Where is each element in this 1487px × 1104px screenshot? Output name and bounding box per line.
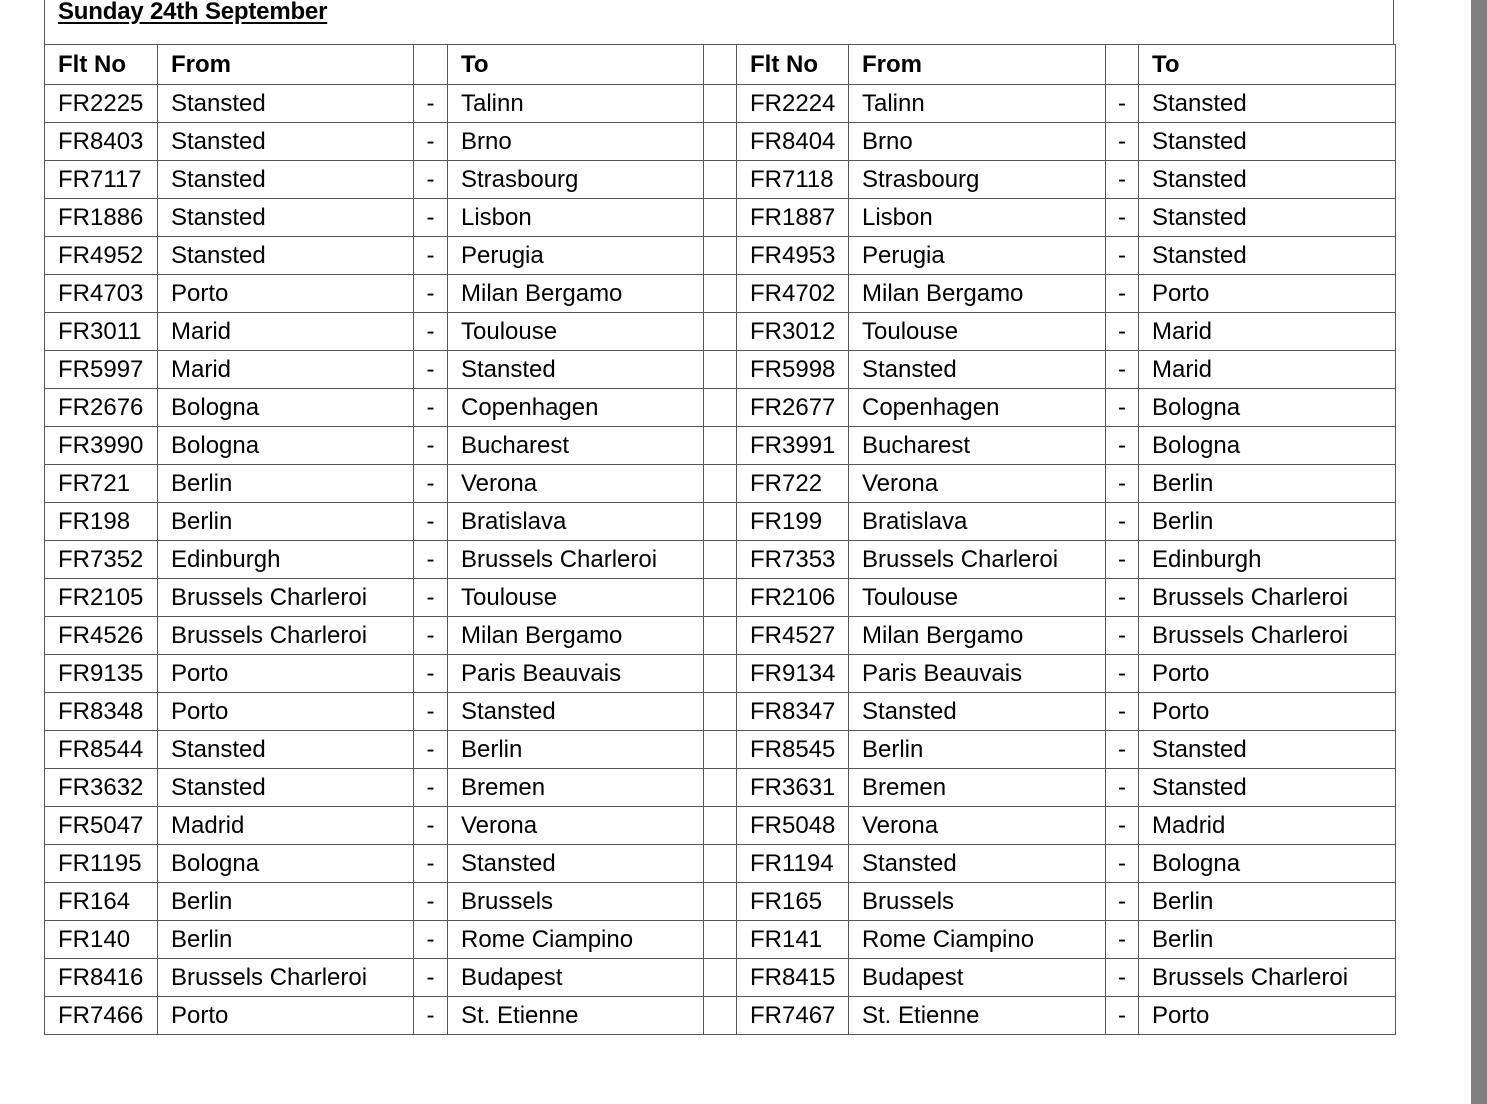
- from-outbound: Porto: [158, 997, 414, 1035]
- flight-number-return: FR199: [737, 503, 849, 541]
- table-row: [45, 845, 1396, 883]
- flight-number-return: FR4702: [737, 275, 849, 313]
- to-outbound: Talinn: [448, 85, 704, 123]
- from-return: Stansted: [849, 351, 1106, 389]
- spacer: [704, 465, 737, 503]
- table-row: [45, 693, 1396, 731]
- separator-return: -: [1106, 465, 1139, 503]
- separator-outbound: -: [414, 275, 448, 313]
- to-outbound: Stansted: [448, 351, 704, 389]
- from-outbound: Edinburgh: [158, 541, 414, 579]
- table-row: [45, 655, 1396, 693]
- spacer: [704, 389, 737, 427]
- to-return: Porto: [1139, 693, 1396, 731]
- from-outbound: Marid: [158, 351, 414, 389]
- table-row: [45, 769, 1396, 807]
- to-outbound: Milan Bergamo: [448, 275, 704, 313]
- flight-schedule-table: [44, 44, 1396, 1035]
- to-outbound: Lisbon: [448, 199, 704, 237]
- to-outbound: Toulouse: [448, 579, 704, 617]
- separator-outbound: -: [414, 883, 448, 921]
- separator-outbound: -: [414, 427, 448, 465]
- table-row: [45, 807, 1396, 845]
- table-row: [45, 465, 1396, 503]
- table-row: [45, 959, 1396, 997]
- flight-number-return: FR3631: [737, 769, 849, 807]
- to-return: Porto: [1139, 275, 1396, 313]
- to-outbound: Toulouse: [448, 313, 704, 351]
- spacer: [704, 427, 737, 465]
- from-return: Talinn: [849, 85, 1106, 123]
- separator-return: -: [1106, 731, 1139, 769]
- from-return: Bucharest: [849, 427, 1106, 465]
- from-return: Milan Bergamo: [849, 275, 1106, 313]
- to-outbound: Milan Bergamo: [448, 617, 704, 655]
- to-outbound: Verona: [448, 465, 704, 503]
- flight-number-outbound: FR8348: [45, 693, 158, 731]
- flight-number-outbound: FR8416: [45, 959, 158, 997]
- flight-number-return: FR5048: [737, 807, 849, 845]
- to-outbound: St. Etienne: [448, 997, 704, 1035]
- separator-outbound: -: [414, 731, 448, 769]
- separator-outbound: -: [414, 199, 448, 237]
- separator-outbound: -: [414, 921, 448, 959]
- spacer: [704, 85, 737, 123]
- separator-outbound: -: [414, 655, 448, 693]
- header-separator-outbound: [414, 45, 448, 85]
- spacer: [704, 199, 737, 237]
- table-row: [45, 731, 1396, 769]
- spacer: [704, 313, 737, 351]
- separator-outbound: -: [414, 161, 448, 199]
- to-outbound: Bratislava: [448, 503, 704, 541]
- spacer: [704, 655, 737, 693]
- flight-number-return: FR4953: [737, 237, 849, 275]
- to-return: Porto: [1139, 997, 1396, 1035]
- separator-return: -: [1106, 959, 1139, 997]
- from-outbound: Stansted: [158, 769, 414, 807]
- flight-number-outbound: FR4952: [45, 237, 158, 275]
- flight-number-outbound: FR8544: [45, 731, 158, 769]
- spacer: [704, 237, 737, 275]
- separator-outbound: -: [414, 351, 448, 389]
- header-flt-no-return: Flt No: [737, 45, 849, 85]
- separator-return: -: [1106, 655, 1139, 693]
- separator-return: -: [1106, 693, 1139, 731]
- to-outbound: Brussels: [448, 883, 704, 921]
- page-title: Sunday 24th September: [58, 0, 328, 25]
- from-outbound: Stansted: [158, 123, 414, 161]
- flight-number-return: FR2677: [737, 389, 849, 427]
- flight-number-return: FR141: [737, 921, 849, 959]
- flight-number-outbound: FR5047: [45, 807, 158, 845]
- to-return: Berlin: [1139, 921, 1396, 959]
- to-return: Stansted: [1139, 85, 1396, 123]
- to-return: Stansted: [1139, 731, 1396, 769]
- spacer: [704, 123, 737, 161]
- separator-return: -: [1106, 85, 1139, 123]
- from-return: Milan Bergamo: [849, 617, 1106, 655]
- from-outbound: Stansted: [158, 237, 414, 275]
- separator-outbound: -: [414, 313, 448, 351]
- from-outbound: Bologna: [158, 845, 414, 883]
- from-outbound: Stansted: [158, 85, 414, 123]
- from-return: Bratislava: [849, 503, 1106, 541]
- to-return: Berlin: [1139, 465, 1396, 503]
- separator-return: -: [1106, 389, 1139, 427]
- from-return: Brussels Charleroi: [849, 541, 1106, 579]
- flight-number-outbound: FR7352: [45, 541, 158, 579]
- header-to-return: To: [1139, 45, 1396, 85]
- to-return: Berlin: [1139, 503, 1396, 541]
- from-return: Stansted: [849, 845, 1106, 883]
- separator-outbound: -: [414, 465, 448, 503]
- flight-number-return: FR3012: [737, 313, 849, 351]
- to-outbound: Strasbourg: [448, 161, 704, 199]
- to-return: Madrid: [1139, 807, 1396, 845]
- table-row: [45, 389, 1396, 427]
- flight-number-return: FR1887: [737, 199, 849, 237]
- flight-number-return: FR8545: [737, 731, 849, 769]
- to-outbound: Stansted: [448, 693, 704, 731]
- separator-outbound: -: [414, 959, 448, 997]
- to-outbound: Berlin: [448, 731, 704, 769]
- header-spacer: [704, 45, 737, 85]
- from-outbound: Bologna: [158, 389, 414, 427]
- from-return: Brussels: [849, 883, 1106, 921]
- flight-number-outbound: FR5997: [45, 351, 158, 389]
- flight-number-return: FR7118: [737, 161, 849, 199]
- separator-outbound: -: [414, 845, 448, 883]
- separator-outbound: -: [414, 123, 448, 161]
- from-return: Lisbon: [849, 199, 1106, 237]
- to-return: Brussels Charleroi: [1139, 617, 1396, 655]
- header-to-outbound: To: [448, 45, 704, 85]
- to-return: Stansted: [1139, 769, 1396, 807]
- flight-number-outbound: FR4526: [45, 617, 158, 655]
- spacer: [704, 921, 737, 959]
- flight-number-return: FR1194: [737, 845, 849, 883]
- from-outbound: Bologna: [158, 427, 414, 465]
- table-row: [45, 237, 1396, 275]
- spacer: [704, 617, 737, 655]
- separator-outbound: -: [414, 579, 448, 617]
- to-outbound: Paris Beauvais: [448, 655, 704, 693]
- to-outbound: Brno: [448, 123, 704, 161]
- to-outbound: Perugia: [448, 237, 704, 275]
- to-return: Bologna: [1139, 389, 1396, 427]
- separator-return: -: [1106, 161, 1139, 199]
- flight-number-outbound: FR4703: [45, 275, 158, 313]
- separator-outbound: -: [414, 85, 448, 123]
- to-return: Brussels Charleroi: [1139, 579, 1396, 617]
- flight-number-outbound: FR721: [45, 465, 158, 503]
- table-row: [45, 921, 1396, 959]
- spacer: [704, 541, 737, 579]
- table-row: [45, 351, 1396, 389]
- separator-return: -: [1106, 427, 1139, 465]
- flight-number-outbound: FR3011: [45, 313, 158, 351]
- flight-number-outbound: FR9135: [45, 655, 158, 693]
- from-return: Verona: [849, 807, 1106, 845]
- from-outbound: Brussels Charleroi: [158, 959, 414, 997]
- flight-number-return: FR722: [737, 465, 849, 503]
- from-outbound: Stansted: [158, 731, 414, 769]
- separator-return: -: [1106, 769, 1139, 807]
- spacer: [704, 845, 737, 883]
- flight-number-return: FR9134: [737, 655, 849, 693]
- to-return: Stansted: [1139, 199, 1396, 237]
- flight-number-return: FR8404: [737, 123, 849, 161]
- spacer: [704, 883, 737, 921]
- to-return: Edinburgh: [1139, 541, 1396, 579]
- from-outbound: Brussels Charleroi: [158, 579, 414, 617]
- table-row: [45, 427, 1396, 465]
- table-row: [45, 997, 1396, 1035]
- from-return: Rome Ciampino: [849, 921, 1106, 959]
- spacer: [704, 693, 737, 731]
- from-return: Paris Beauvais: [849, 655, 1106, 693]
- to-return: Bologna: [1139, 427, 1396, 465]
- from-outbound: Berlin: [158, 883, 414, 921]
- flight-number-return: FR2106: [737, 579, 849, 617]
- separator-outbound: -: [414, 997, 448, 1035]
- to-outbound: Bucharest: [448, 427, 704, 465]
- flight-number-outbound: FR7466: [45, 997, 158, 1035]
- from-outbound: Brussels Charleroi: [158, 617, 414, 655]
- flight-number-outbound: FR3632: [45, 769, 158, 807]
- flight-number-outbound: FR2225: [45, 85, 158, 123]
- table-row: [45, 579, 1396, 617]
- flight-number-outbound: FR140: [45, 921, 158, 959]
- flight-number-outbound: FR3990: [45, 427, 158, 465]
- to-return: Brussels Charleroi: [1139, 959, 1396, 997]
- spacer: [704, 351, 737, 389]
- table-row: [45, 275, 1396, 313]
- separator-return: -: [1106, 845, 1139, 883]
- table-row: [45, 883, 1396, 921]
- from-outbound: Porto: [158, 275, 414, 313]
- spacer: [704, 959, 737, 997]
- to-return: Stansted: [1139, 237, 1396, 275]
- separator-return: -: [1106, 313, 1139, 351]
- header-separator-return: [1106, 45, 1139, 85]
- separator-return: -: [1106, 351, 1139, 389]
- header-from-return: From: [849, 45, 1106, 85]
- spacer: [704, 807, 737, 845]
- from-outbound: Marid: [158, 313, 414, 351]
- separator-return: -: [1106, 237, 1139, 275]
- separator-outbound: -: [414, 389, 448, 427]
- to-return: Bologna: [1139, 845, 1396, 883]
- spacer: [704, 503, 737, 541]
- from-return: Toulouse: [849, 579, 1106, 617]
- from-outbound: Berlin: [158, 465, 414, 503]
- spacer: [704, 161, 737, 199]
- from-outbound: Porto: [158, 655, 414, 693]
- from-return: Bremen: [849, 769, 1106, 807]
- spacer: [704, 275, 737, 313]
- from-outbound: Madrid: [158, 807, 414, 845]
- flight-number-outbound: FR1195: [45, 845, 158, 883]
- separator-return: -: [1106, 503, 1139, 541]
- table-row: [45, 617, 1396, 655]
- from-outbound: Stansted: [158, 161, 414, 199]
- separator-return: -: [1106, 997, 1139, 1035]
- spacer: [704, 997, 737, 1035]
- flight-number-return: FR4527: [737, 617, 849, 655]
- header-flt-no-outbound: Flt No: [45, 45, 158, 85]
- from-outbound: Berlin: [158, 503, 414, 541]
- spacer: [704, 731, 737, 769]
- separator-outbound: -: [414, 693, 448, 731]
- flight-number-return: FR3991: [737, 427, 849, 465]
- to-return: Berlin: [1139, 883, 1396, 921]
- separator-return: -: [1106, 807, 1139, 845]
- flight-number-return: FR8415: [737, 959, 849, 997]
- table-row: [45, 161, 1396, 199]
- from-outbound: Porto: [158, 693, 414, 731]
- from-return: Berlin: [849, 731, 1106, 769]
- from-return: Stansted: [849, 693, 1106, 731]
- to-return: Porto: [1139, 655, 1396, 693]
- table-row: [45, 541, 1396, 579]
- to-outbound: Budapest: [448, 959, 704, 997]
- to-return: Marid: [1139, 351, 1396, 389]
- vertical-scrollbar[interactable]: [1471, 0, 1487, 1104]
- from-return: Strasbourg: [849, 161, 1106, 199]
- to-return: Stansted: [1139, 123, 1396, 161]
- from-return: Copenhagen: [849, 389, 1106, 427]
- from-outbound: Stansted: [158, 199, 414, 237]
- separator-outbound: -: [414, 617, 448, 655]
- to-outbound: Copenhagen: [448, 389, 704, 427]
- flight-number-outbound: FR164: [45, 883, 158, 921]
- from-return: St. Etienne: [849, 997, 1106, 1035]
- flight-number-outbound: FR8403: [45, 123, 158, 161]
- to-outbound: Bremen: [448, 769, 704, 807]
- separator-outbound: -: [414, 769, 448, 807]
- from-return: Toulouse: [849, 313, 1106, 351]
- from-return: Verona: [849, 465, 1106, 503]
- flight-number-return: FR5998: [737, 351, 849, 389]
- flight-number-return: FR2224: [737, 85, 849, 123]
- spacer: [704, 579, 737, 617]
- from-outbound: Berlin: [158, 921, 414, 959]
- separator-outbound: -: [414, 503, 448, 541]
- to-outbound: Stansted: [448, 845, 704, 883]
- header-from-outbound: From: [158, 45, 414, 85]
- flight-number-return: FR8347: [737, 693, 849, 731]
- separator-return: -: [1106, 883, 1139, 921]
- flight-number-return: FR7467: [737, 997, 849, 1035]
- flight-number-outbound: FR7117: [45, 161, 158, 199]
- flight-number-outbound: FR2676: [45, 389, 158, 427]
- table-row: [45, 313, 1396, 351]
- separator-return: -: [1106, 579, 1139, 617]
- to-outbound: Verona: [448, 807, 704, 845]
- from-return: Brno: [849, 123, 1106, 161]
- separator-return: -: [1106, 123, 1139, 161]
- separator-outbound: -: [414, 237, 448, 275]
- separator-outbound: -: [414, 541, 448, 579]
- separator-return: -: [1106, 921, 1139, 959]
- table-row: [45, 85, 1396, 123]
- to-return: Stansted: [1139, 161, 1396, 199]
- separator-return: -: [1106, 199, 1139, 237]
- table-row: [45, 503, 1396, 541]
- table-row: [45, 123, 1396, 161]
- from-return: Budapest: [849, 959, 1106, 997]
- to-outbound: Brussels Charleroi: [448, 541, 704, 579]
- separator-outbound: -: [414, 807, 448, 845]
- header-row: [45, 45, 1396, 85]
- flight-number-outbound: FR198: [45, 503, 158, 541]
- to-return: Marid: [1139, 313, 1396, 351]
- table-row: [45, 199, 1396, 237]
- flight-number-outbound: FR2105: [45, 579, 158, 617]
- flight-number-return: FR7353: [737, 541, 849, 579]
- to-outbound: Rome Ciampino: [448, 921, 704, 959]
- spacer: [704, 769, 737, 807]
- separator-return: -: [1106, 275, 1139, 313]
- flight-number-return: FR165: [737, 883, 849, 921]
- separator-return: -: [1106, 617, 1139, 655]
- from-return: Perugia: [849, 237, 1106, 275]
- flight-number-outbound: FR1886: [45, 199, 158, 237]
- separator-return: -: [1106, 541, 1139, 579]
